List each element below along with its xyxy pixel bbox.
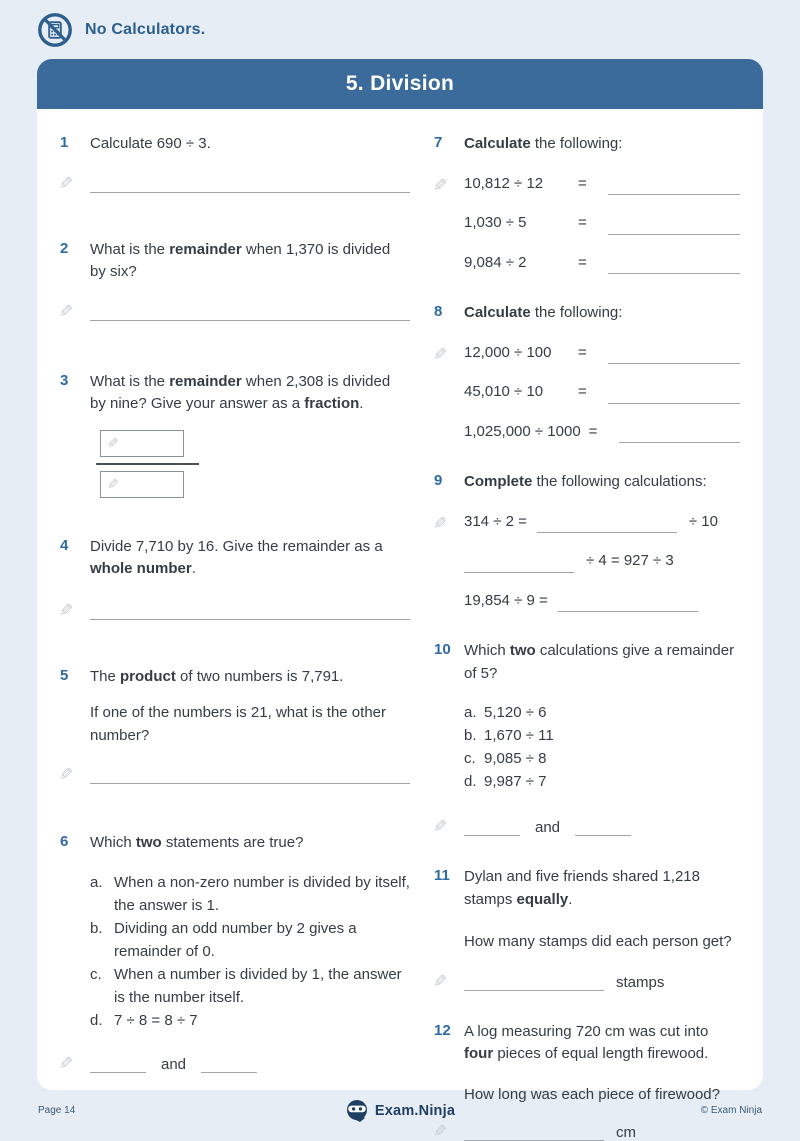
expression: 1,025,000 ÷ 1000 bbox=[464, 421, 589, 444]
answer-line bbox=[608, 389, 740, 404]
unit-label: stamps bbox=[616, 974, 664, 991]
no-calculator-icon bbox=[36, 11, 74, 49]
left-column bbox=[60, 133, 410, 1086]
calc-row bbox=[464, 550, 740, 573]
answer-line bbox=[90, 605, 410, 620]
question-number: 8 bbox=[434, 302, 464, 443]
pencil-icon: ✎ bbox=[59, 1055, 73, 1072]
question-number: 9 bbox=[434, 471, 464, 612]
worksheet-card bbox=[37, 59, 763, 1090]
answer-line bbox=[608, 259, 740, 274]
question-10 bbox=[434, 640, 740, 836]
question-number: 4 bbox=[60, 536, 90, 620]
option-label: b. bbox=[90, 917, 114, 963]
option-b bbox=[90, 917, 410, 963]
right-column bbox=[434, 133, 740, 1086]
pencil-icon: ✎ bbox=[433, 973, 447, 990]
pencil-icon: ✎ bbox=[59, 602, 73, 619]
equals-sign: = bbox=[578, 173, 608, 196]
answer-row bbox=[90, 178, 410, 193]
question-number: 5 bbox=[60, 666, 90, 785]
option-list bbox=[464, 701, 740, 793]
expression: 19,854 ÷ 9 = bbox=[464, 590, 558, 613]
examninja-logo-icon bbox=[345, 1099, 369, 1123]
page-title: 5. Division bbox=[346, 72, 454, 96]
answer-row bbox=[90, 1056, 410, 1073]
pencil-icon: ✎ bbox=[59, 303, 73, 320]
expression: ÷ 10 bbox=[677, 511, 718, 534]
question-text: How many stamps did each person get? bbox=[464, 931, 740, 954]
question-number: 6 bbox=[60, 832, 90, 1073]
option-text: When a non-zero number is divided by itself, the answer is 1. bbox=[114, 871, 410, 917]
pencil-icon: ✎ bbox=[59, 175, 73, 192]
answer-line bbox=[575, 821, 631, 836]
question-text: A log measuring 720 cm was cut into four pieces of equal length firewood. bbox=[464, 1021, 740, 1066]
expression: 314 ÷ 2 = bbox=[464, 511, 537, 534]
answer-row bbox=[464, 1124, 740, 1141]
option-b bbox=[464, 724, 740, 747]
option-text: 1,670 ÷ 11 bbox=[484, 724, 554, 747]
pencil-icon: ✎ bbox=[59, 766, 73, 783]
option-text: 5,120 ÷ 6 bbox=[484, 701, 546, 724]
answer-line bbox=[201, 1058, 257, 1073]
calc-row bbox=[464, 252, 740, 275]
question-text: Dylan and five friends shared 1,218 stamps equally. bbox=[464, 866, 740, 911]
question-number: 3 bbox=[60, 371, 90, 498]
question-3 bbox=[60, 371, 410, 498]
fraction-numerator-box bbox=[100, 430, 184, 457]
option-text: 9,987 ÷ 7 bbox=[484, 770, 546, 793]
question-number: 10 bbox=[434, 640, 464, 836]
option-label: a. bbox=[464, 701, 484, 724]
option-label: d. bbox=[464, 770, 484, 793]
pencil-icon: ✎ bbox=[433, 818, 447, 835]
calc-row bbox=[464, 381, 740, 404]
option-d bbox=[90, 1009, 410, 1032]
question-12 bbox=[434, 1021, 740, 1141]
option-text: When a number is divided by 1, the answer is the number itself. bbox=[114, 963, 410, 1009]
question-text: Which two calculations give a remainder of 5? bbox=[464, 640, 740, 685]
question-number: 7 bbox=[434, 133, 464, 274]
option-d bbox=[464, 770, 740, 793]
question-text: Calculate 690 ÷ 3. bbox=[90, 133, 410, 156]
question-number: 12 bbox=[434, 1021, 464, 1141]
answer-line bbox=[464, 558, 574, 573]
answer-row bbox=[90, 769, 410, 784]
expression: 45,010 ÷ 10 bbox=[464, 381, 578, 404]
option-list bbox=[90, 871, 410, 1032]
question-text: What is the remainder when 2,308 is divided by nine? Give your answer as a fraction. bbox=[90, 371, 410, 416]
question-text: What is the remainder when 1,370 is divided by six? bbox=[90, 239, 410, 284]
question-7 bbox=[434, 133, 740, 274]
unit-label: cm bbox=[616, 1124, 636, 1141]
pencil-icon: ✎ bbox=[107, 477, 119, 491]
brand-name: Exam.Ninja bbox=[375, 1103, 455, 1119]
pencil-icon: ✎ bbox=[107, 436, 119, 450]
question-9 bbox=[434, 471, 740, 612]
answer-line bbox=[608, 180, 740, 195]
calc-row bbox=[464, 212, 740, 235]
copyright: © Exam Ninja bbox=[455, 1105, 762, 1116]
pencil-icon: ✎ bbox=[433, 346, 447, 363]
question-text: If one of the numbers is 21, what is the other number? bbox=[90, 702, 410, 747]
expression: 9,084 ÷ 2 bbox=[464, 252, 578, 275]
fraction-denominator-box bbox=[100, 471, 184, 498]
option-text: Dividing an odd number by 2 gives a remainder of 0. bbox=[114, 917, 410, 963]
equals-sign: = bbox=[578, 252, 608, 275]
expression: 10,812 ÷ 12 bbox=[464, 173, 578, 196]
question-text: Calculate the following: bbox=[464, 302, 740, 325]
answer-row bbox=[90, 605, 410, 620]
answer-line bbox=[90, 1058, 146, 1073]
and-label: and bbox=[535, 819, 560, 836]
question-4 bbox=[60, 536, 410, 620]
page-number: Page 14 bbox=[38, 1105, 345, 1116]
question-number: 2 bbox=[60, 239, 90, 321]
question-5 bbox=[60, 666, 410, 785]
answer-line bbox=[464, 976, 604, 991]
answer-line bbox=[90, 306, 410, 321]
pencil-icon: ✎ bbox=[433, 515, 447, 532]
question-text: Divide 7,710 by 16. Give the remainder as a whole number. bbox=[90, 536, 410, 581]
answer-line bbox=[464, 1126, 604, 1141]
answer-row bbox=[90, 306, 410, 321]
section-header bbox=[37, 59, 763, 109]
topbar bbox=[0, 0, 800, 59]
answer-row bbox=[464, 819, 740, 836]
worksheet-body bbox=[37, 109, 763, 1090]
expression: ÷ 4 = 927 ÷ 3 bbox=[574, 550, 674, 573]
question-2 bbox=[60, 239, 410, 321]
and-label: and bbox=[161, 1056, 186, 1073]
option-text: 7 ÷ 8 = 8 ÷ 7 bbox=[114, 1009, 198, 1032]
question-number: 11 bbox=[434, 866, 464, 991]
answer-row bbox=[464, 974, 740, 991]
fraction-bar bbox=[96, 463, 199, 465]
equals-sign: = bbox=[578, 212, 608, 235]
answer-line bbox=[619, 428, 740, 443]
calc-row bbox=[464, 342, 740, 365]
option-label: c. bbox=[464, 747, 484, 770]
answer-line bbox=[608, 220, 740, 235]
question-text: Which two statements are true? bbox=[90, 832, 410, 855]
expression: 12,000 ÷ 100 bbox=[464, 342, 578, 365]
answer-line bbox=[90, 178, 410, 193]
equals-sign: = bbox=[578, 342, 608, 365]
brand bbox=[345, 1099, 455, 1123]
question-text: How long was each piece of firewood? bbox=[464, 1084, 740, 1107]
expression: 1,030 ÷ 5 bbox=[464, 212, 578, 235]
question-11 bbox=[434, 866, 740, 991]
calc-row bbox=[464, 590, 740, 613]
equals-sign: = bbox=[589, 421, 619, 444]
question-6 bbox=[60, 832, 410, 1073]
question-text: Complete the following calculations: bbox=[464, 471, 740, 494]
no-calculators-label: No Calculators. bbox=[85, 21, 205, 39]
question-text: The product of two numbers is 7,791. bbox=[90, 666, 410, 689]
question-1 bbox=[60, 133, 410, 193]
option-a bbox=[464, 701, 740, 724]
equals-sign: = bbox=[578, 381, 608, 404]
answer-line bbox=[608, 349, 740, 364]
answer-line bbox=[90, 769, 410, 784]
answer-line bbox=[464, 821, 520, 836]
calc-row bbox=[464, 173, 740, 196]
option-label: a. bbox=[90, 871, 114, 917]
calc-row bbox=[464, 421, 740, 444]
pencil-icon: ✎ bbox=[433, 1123, 447, 1140]
option-text: 9,085 ÷ 8 bbox=[484, 747, 546, 770]
calc-row bbox=[464, 511, 740, 534]
option-label: c. bbox=[90, 963, 114, 1009]
pencil-icon: ✎ bbox=[433, 177, 447, 194]
answer-line bbox=[537, 518, 677, 533]
option-label: d. bbox=[90, 1009, 114, 1032]
option-c bbox=[464, 747, 740, 770]
fraction-answer bbox=[96, 430, 410, 498]
question-number: 1 bbox=[60, 133, 90, 193]
option-a bbox=[90, 871, 410, 917]
question-text: Calculate the following: bbox=[464, 133, 740, 156]
option-c bbox=[90, 963, 410, 1009]
question-8 bbox=[434, 302, 740, 443]
answer-line bbox=[558, 597, 698, 612]
option-label: b. bbox=[464, 724, 484, 747]
